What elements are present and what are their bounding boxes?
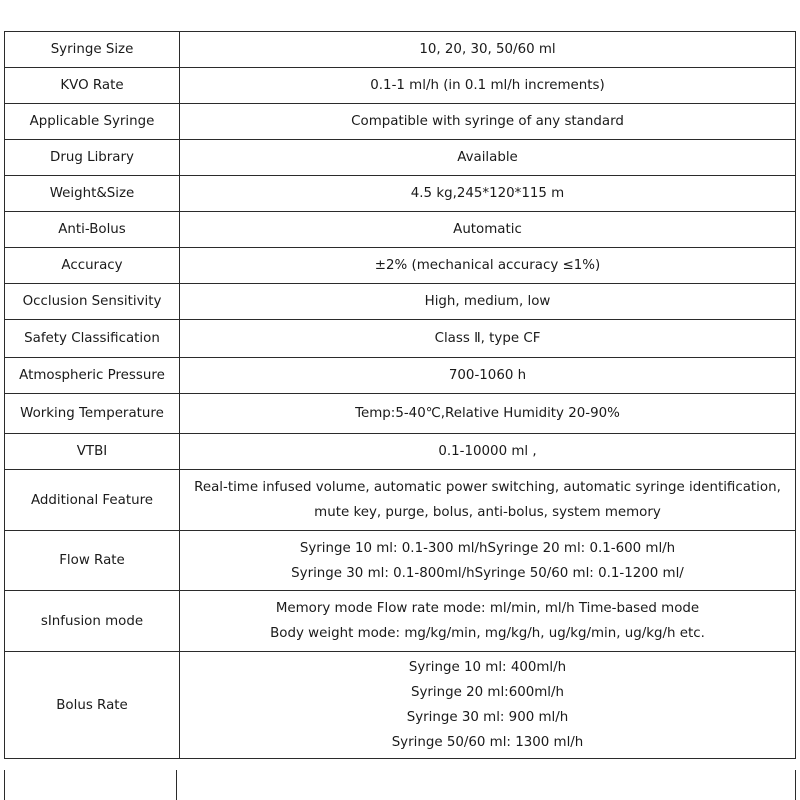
- row-value: ±2% (mechanical accuracy ≤1%): [180, 248, 796, 284]
- table-row: [5, 140, 796, 176]
- table-row: [5, 652, 796, 759]
- table-continuation-line: [795, 770, 796, 800]
- row-label: Bolus Rate: [5, 652, 180, 759]
- row-label: Syringe Size: [5, 32, 180, 68]
- table-row: [5, 358, 796, 394]
- value-line: Memory mode Flow rate mode: ml/min, ml/h Time-based mode: [275, 601, 700, 616]
- value-line: Syringe 10 ml: 400ml/h: [408, 660, 567, 675]
- row-value: [180, 470, 796, 531]
- table-row: [5, 591, 796, 652]
- row-label: VTBI: [5, 434, 180, 470]
- row-value: [180, 652, 796, 759]
- row-label: Weight&Size: [5, 176, 180, 212]
- row-label: Atmospheric Pressure: [5, 358, 180, 394]
- row-value: Compatible with syringe of any standard: [180, 104, 796, 140]
- row-label: Working Temperature: [5, 394, 180, 434]
- row-value: 4.5 kg,245*120*115 m: [180, 176, 796, 212]
- value-line: Syringe 30 ml: 900 ml/h: [406, 710, 569, 725]
- value-line: mute key, purge, bolus, anti-bolus, system memory: [314, 505, 661, 520]
- value-line: Syringe 10 ml: 0.1-300 ml/hSyringe 20 ml: 0.1-600 ml/h: [299, 540, 676, 556]
- value-line: Body weight mode: mg/kg/min, mg/kg/h, ug/kg/min, ug/kg/h etc.: [270, 626, 705, 641]
- table-row: [5, 531, 796, 591]
- row-value: Available: [180, 140, 796, 176]
- row-label: KVO Rate: [5, 68, 180, 104]
- table-continuation-line: [4, 770, 5, 800]
- row-label: sInfusion mode: [5, 591, 180, 652]
- row-label: Flow Rate: [5, 531, 180, 591]
- row-value: 0.1-10000 ml ,: [180, 434, 796, 470]
- row-value: High, medium, low: [180, 284, 796, 320]
- row-value: Class Ⅱ, type CF: [180, 320, 796, 358]
- value-line: Syringe 20 ml:600ml/h: [410, 685, 565, 700]
- table-row: [5, 104, 796, 140]
- row-label: Drug Library: [5, 140, 180, 176]
- table-row: [5, 434, 796, 470]
- row-value: Automatic: [180, 212, 796, 248]
- row-label: Occlusion Sensitivity: [5, 284, 180, 320]
- table-row: [5, 176, 796, 212]
- row-label: Additional Feature: [5, 470, 180, 531]
- table-row: [5, 212, 796, 248]
- row-value: 700-1060 h: [180, 358, 796, 394]
- table-row: [5, 248, 796, 284]
- row-label: Safety Classification: [5, 320, 180, 358]
- value-line: Real-time infused volume, automatic power switching, automatic syringe identification,: [194, 480, 781, 495]
- table-row: [5, 32, 796, 68]
- table-row: [5, 68, 796, 104]
- row-label: Applicable Syringe: [5, 104, 180, 140]
- table-row: [5, 470, 796, 531]
- value-line: Syringe 50/60 ml: 1300 ml/h: [391, 735, 584, 750]
- value-line: Syringe 30 ml: 0.1-800ml/hSyringe 50/60 ml: 0.1-1200 ml/: [291, 565, 684, 581]
- row-label: Accuracy: [5, 248, 180, 284]
- row-label: Anti-Bolus: [5, 212, 180, 248]
- row-value: [180, 591, 796, 652]
- row-value: [180, 531, 796, 591]
- row-value: 0.1-1 ml/h (in 0.1 ml/h increments): [180, 68, 796, 104]
- table-row: [5, 320, 796, 358]
- table-row: [5, 284, 796, 320]
- spec-table: [4, 31, 796, 759]
- row-value: 10, 20, 30, 50/60 ml: [180, 32, 796, 68]
- table-continuation-line: [176, 770, 177, 800]
- table-row: [5, 394, 796, 434]
- row-value: Temp:5-40℃,Relative Humidity 20-90%: [180, 394, 796, 434]
